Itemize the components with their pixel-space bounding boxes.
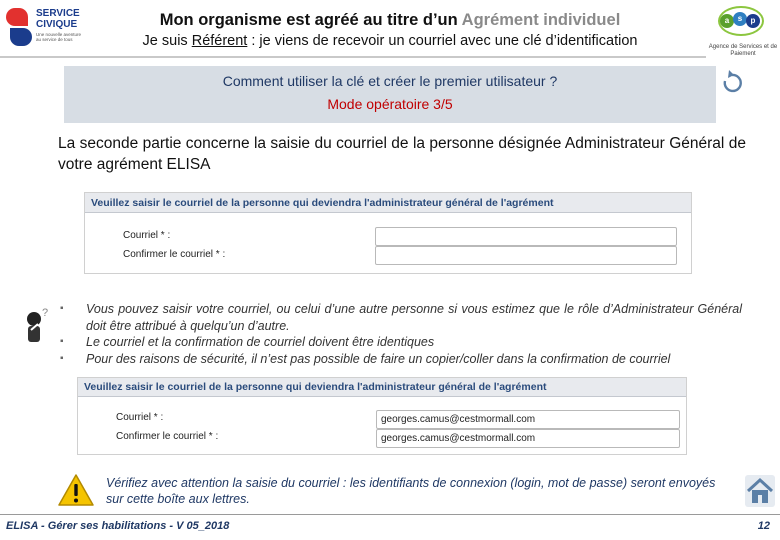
footer-divider: [0, 514, 780, 515]
home-icon: [744, 474, 776, 508]
email-input[interactable]: [375, 227, 677, 246]
email-form-empty: [84, 192, 692, 274]
banner-question: Comment utiliser la clé et créer le premier utilisateur ?: [222, 73, 558, 89]
confirm-email-label: Confirmer le courriel * :: [123, 249, 226, 260]
list-item-text: Pour des raisons de sécurité, il n’est pas possible de faire un copier/coller dans la confirmation de courriel: [86, 351, 671, 366]
thinking-person-icon: [22, 304, 52, 348]
email-label: Courriel * :: [116, 412, 164, 423]
list-item: [60, 301, 742, 334]
confirm-email-input[interactable]: [375, 246, 677, 265]
back-button[interactable]: [719, 67, 745, 97]
home-button[interactable]: [744, 474, 776, 508]
list-item-text: Le courriel et la confirmation de courriel doivent être identiques: [86, 335, 435, 349]
asp-letter: s: [733, 12, 747, 26]
subtitle-suffix: : je viens de recevoir un courriel avec une clé d’identification: [247, 33, 638, 49]
email-input[interactable]: [376, 410, 680, 429]
page-title-accent: Agrément individuel: [461, 11, 621, 29]
undo-arrow-icon: [719, 67, 745, 97]
confirm-email-label: Confirmer le courriel * :: [116, 431, 219, 442]
bullet-marker: ▪: [60, 336, 64, 347]
confirm-email-input[interactable]: [376, 429, 680, 448]
banner-step: Mode opératoire 3/5: [327, 96, 453, 112]
subtitle-prefix: Je suis: [142, 33, 192, 49]
email-label: Courriel * :: [123, 230, 171, 241]
instruction-list: [60, 301, 742, 367]
asp-logo-text: Agence de Services et de Paiement: [708, 44, 778, 57]
svg-text:?: ?: [42, 307, 49, 319]
form-heading: Veuillez saisir le courriel de la personne qui deviendra l'administrateur général de l'agrément: [85, 193, 691, 213]
logo-tagline: Une nouvelle aventure au service de tous: [36, 32, 82, 42]
list-item: [60, 334, 742, 351]
footer-doc-title: ELISA - Gérer ses habilitations - V 05_2018: [6, 520, 230, 532]
list-item: [60, 351, 742, 368]
header-divider: [0, 56, 706, 58]
intro-paragraph: La seconde partie concerne la saisie du courriel de la personne désignée Administrateur Général de votre agrément ELISA: [58, 135, 746, 173]
asp-letter: a: [720, 14, 734, 28]
bullet-marker: ▪: [60, 352, 64, 364]
warning-text: Vérifiez avec attention la saisie du courriel : les identifiants de connexion (login, mot de passe) seront envoyés sur cette boîte aux lettres.: [106, 476, 716, 506]
logo-line2: CIVIQUE: [36, 19, 78, 30]
page-number: 12: [757, 520, 770, 532]
page-title-main: Mon organisme est agréé au titre d’un: [159, 11, 462, 29]
asp-letter: p: [746, 14, 760, 28]
form-heading: Veuillez saisir le courriel de la personne qui deviendra l'administrateur général de l'agrément: [78, 378, 686, 397]
page-subtitle: [0, 33, 780, 49]
page-title: [0, 11, 780, 30]
list-item-text: Vous pouvez saisir votre courriel, ou celui d’une autre personne si vous estimez que le rôle d’Administrateur Général doit être attribué à quelqu’un d’autre.: [86, 302, 742, 333]
warning-icon: [56, 472, 96, 508]
bullet-marker: ▪: [60, 303, 64, 314]
subtitle-role: Référent: [191, 33, 248, 49]
email-form-filled: [77, 377, 687, 455]
logo-line1: SERVICE: [36, 8, 80, 19]
section-banner: [64, 66, 716, 123]
